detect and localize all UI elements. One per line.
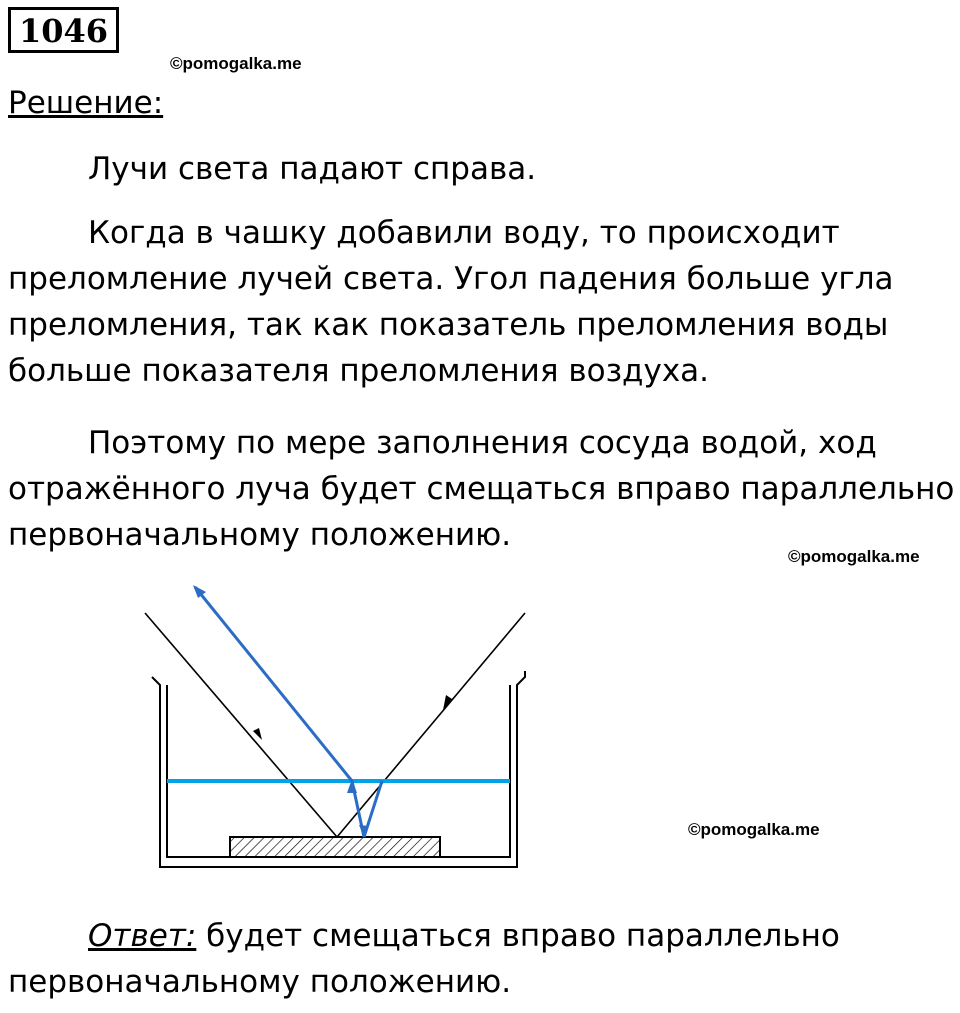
watermark: ©pomogalka.me	[170, 54, 302, 73]
solution-paragraph: Когда в чашку добавили воду, то происходит преломление лучей света. Угол падения больше угла преломления, так как показатель преломления воды больше показателя преломления воздуха.	[8, 215, 894, 389]
solution-paragraph: Лучи света падают справа.	[88, 151, 537, 187]
answer-text: будет смещаться вправо параллельно первоначальному положению.	[8, 918, 840, 1000]
hatched-object	[230, 837, 440, 857]
answer-label: Ответ:	[88, 918, 197, 954]
incident-ray	[337, 613, 525, 837]
refraction-diagram	[140, 575, 540, 875]
vessel-inner-wall	[167, 685, 510, 857]
problem-number: 1046	[8, 7, 119, 53]
solution-heading: Решение:	[8, 85, 164, 121]
watermark: ©pomogalka.me	[788, 547, 920, 566]
shifted-reflected-ray	[195, 587, 352, 781]
answer-paragraph	[8, 913, 958, 1005]
watermark: ©pomogalka.me	[688, 820, 820, 839]
solution-paragraph: Поэтому по мере заполнения сосуда водой, ход отражённого луча будет смещаться вправо параллельно первоначальному положению.	[8, 425, 955, 553]
arrow-icon	[253, 728, 262, 740]
